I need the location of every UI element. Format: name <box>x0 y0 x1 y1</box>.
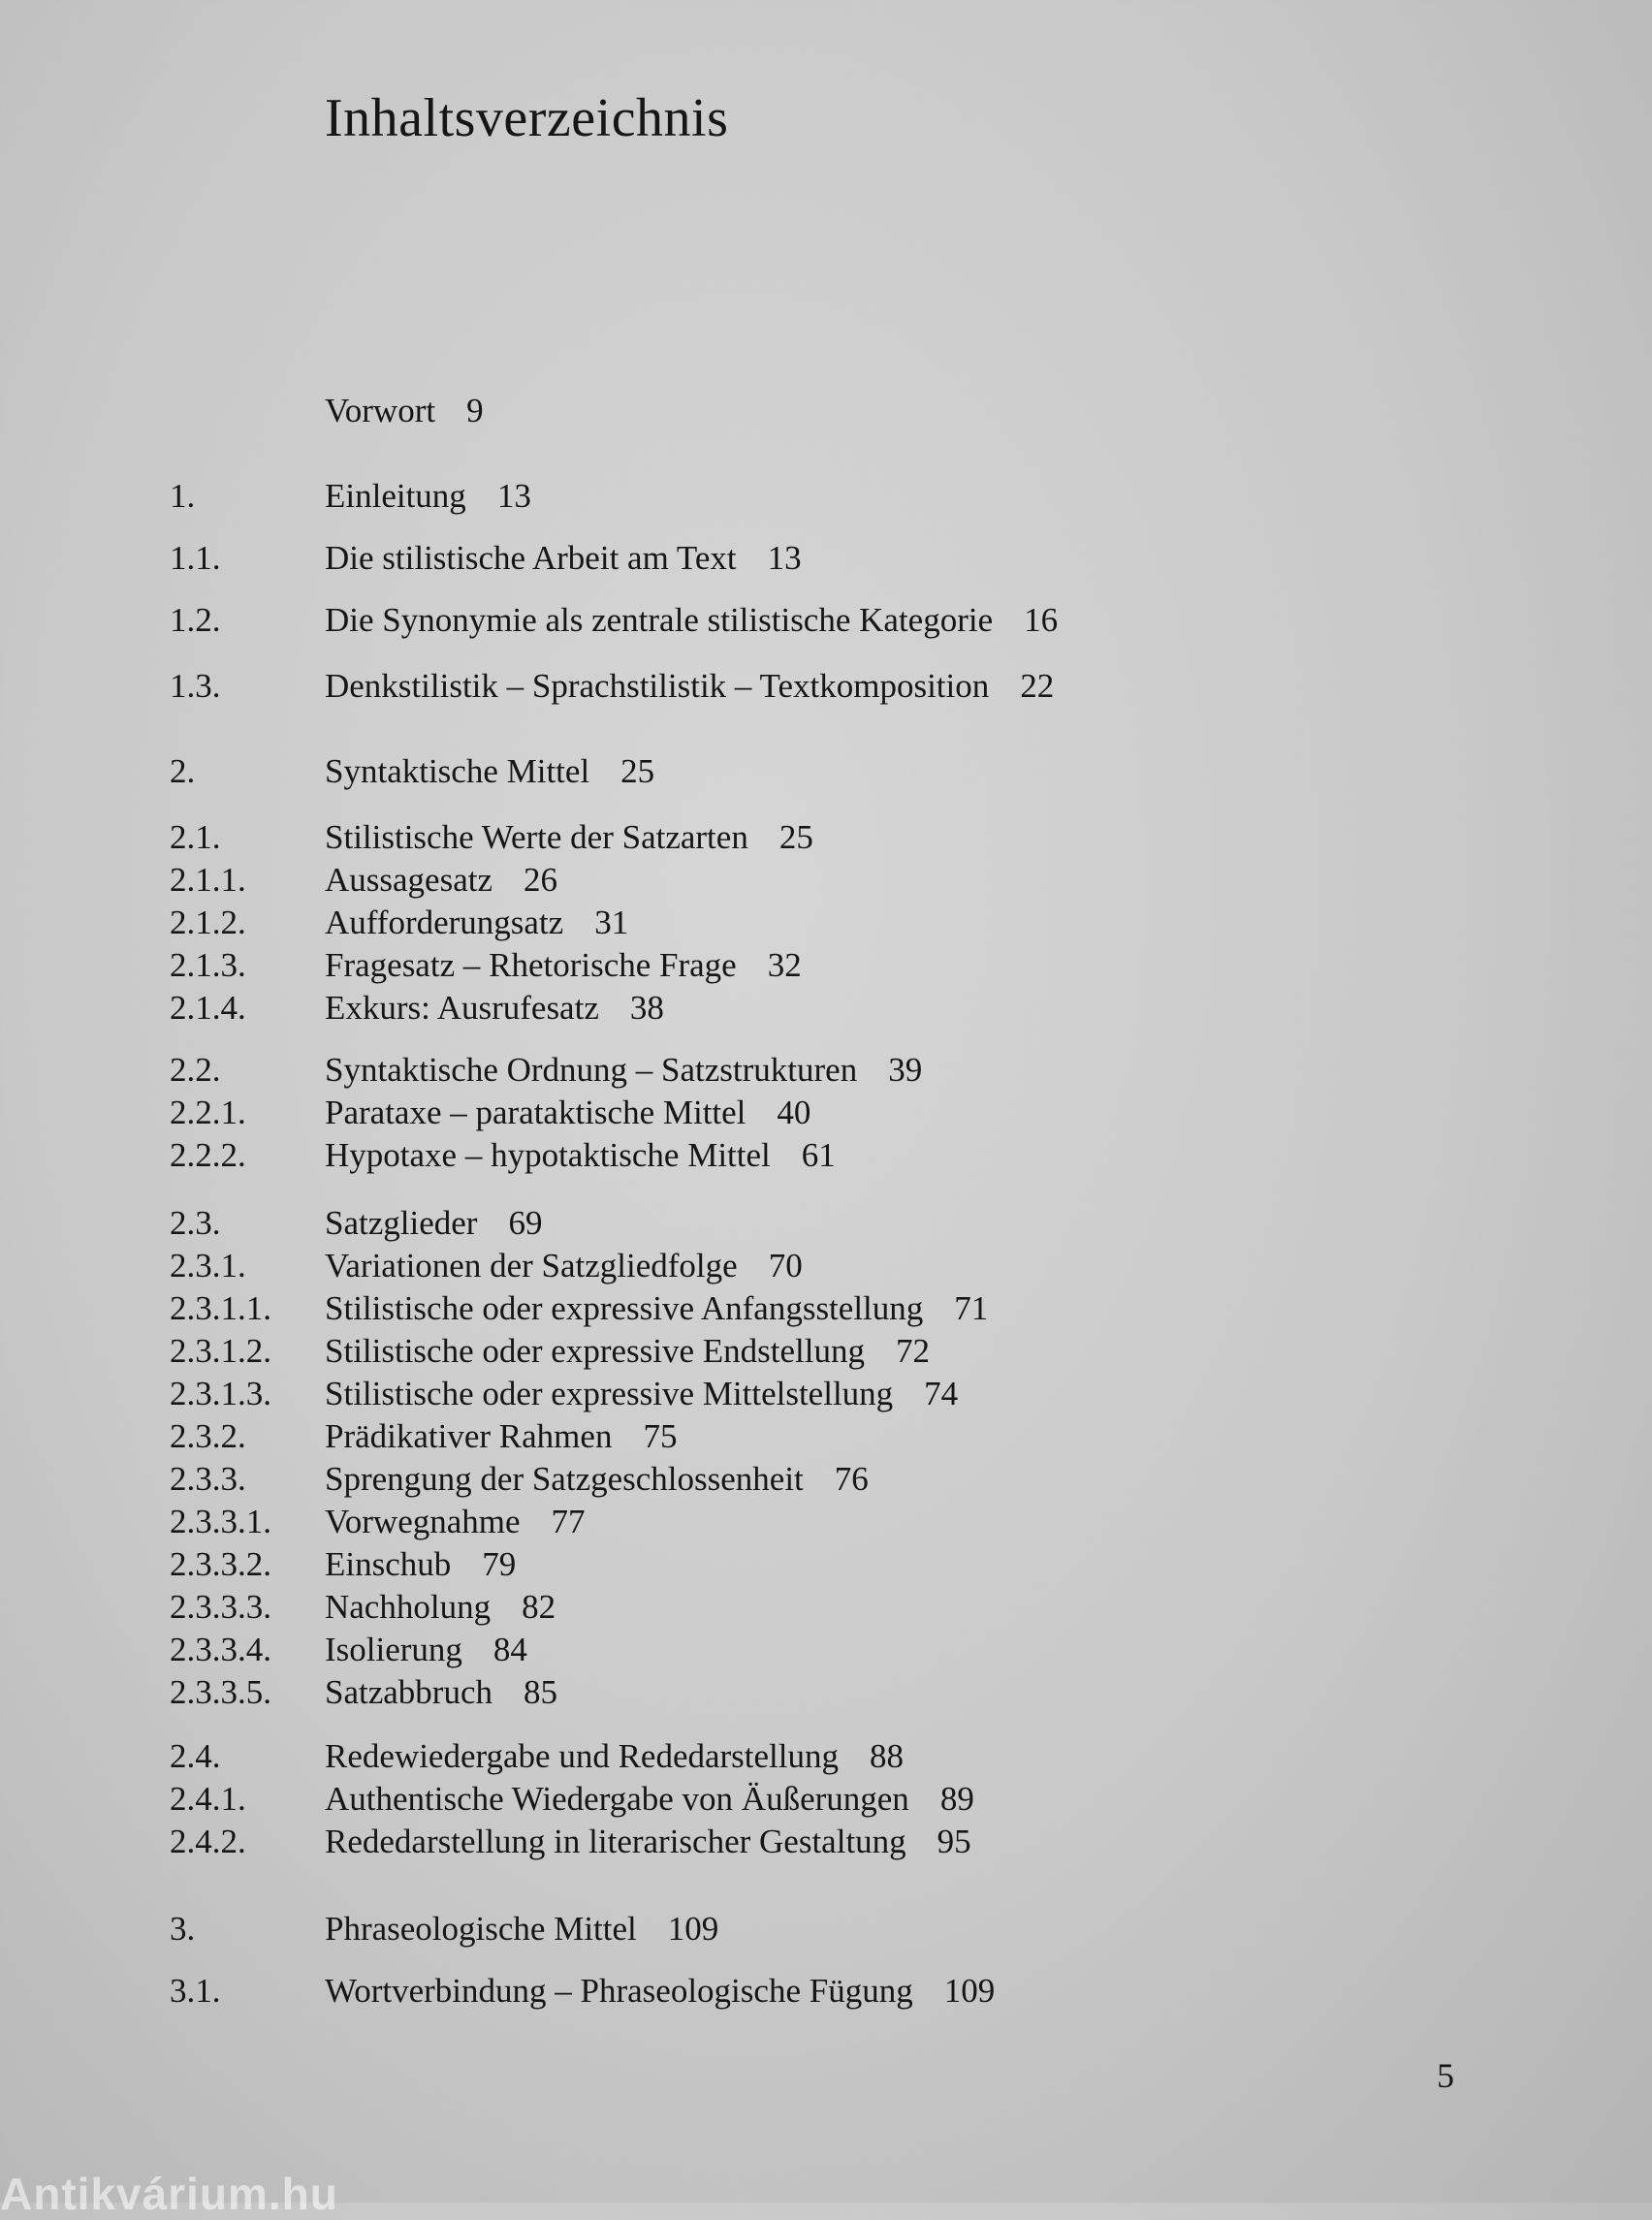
watermark: Antikvárium.hu <box>0 2169 338 2219</box>
toc-entry-number: 2.3.3.2. <box>170 1545 271 1583</box>
toc-entry-page: 38 <box>629 989 664 1027</box>
toc-entry-number: 2.3.1.3. <box>170 1375 271 1412</box>
toc-entry-title: Satzabbruch <box>325 1673 492 1711</box>
toc-entry-page: 39 <box>888 1051 923 1089</box>
toc-entry-page: 32 <box>767 946 802 984</box>
toc-entry-number: 2. <box>170 752 196 790</box>
toc-entry-page: 74 <box>924 1375 959 1412</box>
toc-entry-number: 2.3.3.5. <box>170 1673 271 1711</box>
toc-entry-title: Variationen der Satzgliedfolge <box>325 1247 738 1284</box>
toc-entry-page: 85 <box>523 1673 557 1711</box>
toc-entry-title: Exkurs: Ausrufesatz <box>325 989 599 1027</box>
toc-entry-number: 2.4.2. <box>170 1823 246 1860</box>
toc-entry-title: Stilistische oder expressive Endstellung <box>325 1332 865 1370</box>
toc-entry-number: 3.1. <box>170 1972 221 2010</box>
page-title: Inhaltsverzeichnis <box>325 88 729 148</box>
toc-entry-number: 1.2. <box>170 601 221 639</box>
toc-entry-page: 25 <box>778 818 813 856</box>
toc-entry-title: Redewiedergabe und Rededarstellung <box>325 1737 840 1775</box>
toc-entry-page: 77 <box>551 1503 586 1540</box>
toc-entry-title: Satzglieder <box>325 1204 478 1242</box>
page-number: 5 <box>1437 2056 1454 2095</box>
toc-entry-title: Phraseologische Mittel <box>325 1910 637 1948</box>
toc-entry-title: Prädikativer Rahmen <box>325 1417 613 1455</box>
toc-entry-title: Denkstilistik – Sprachstilistik – Textkomposition <box>325 667 990 705</box>
toc-entry-page: 13 <box>496 477 531 515</box>
toc-entry-page: 84 <box>492 1631 527 1668</box>
toc-entry-title: Vorwort <box>325 392 436 429</box>
toc-entry-number: 2.2.1. <box>170 1094 246 1131</box>
toc-entry-page: 72 <box>896 1332 930 1370</box>
toc-entry-number: 2.3.3.1. <box>170 1503 271 1540</box>
toc-entry-page: 25 <box>620 752 655 790</box>
toc-entry-page: 9 <box>466 392 484 429</box>
toc-entry-page: 26 <box>524 861 558 899</box>
toc-entry-number: 2.1. <box>170 818 221 856</box>
toc-entry-number: 1. <box>170 477 196 515</box>
toc-entry-title: Einleitung <box>325 477 466 515</box>
toc-entry-page: 13 <box>767 539 802 577</box>
toc-entry-title: Sprengung der Satzgeschlossenheit <box>325 1460 804 1498</box>
toc-entry-title: Wortverbindung – Phraseologische Fügung <box>325 1972 913 2010</box>
toc-entry-page: 76 <box>834 1460 869 1498</box>
toc-entry-title: Aufforderungsatz <box>325 904 564 941</box>
toc-entry-title: Die stilistische Arbeit am Text <box>325 539 737 577</box>
toc-entry-title: Stilistische oder expressive Mittelstellung <box>325 1375 894 1412</box>
toc-entry-title: Fragesatz – Rhetorische Frage <box>325 946 737 984</box>
toc-entry-number: 1.3. <box>170 667 221 705</box>
toc-entry-title: Stilistische Werte der Satzarten <box>325 818 748 856</box>
toc-entry-page: 109 <box>943 1972 996 2010</box>
toc-entry-title: Syntaktische Mittel <box>325 752 590 790</box>
toc-entry-number: 2.2. <box>170 1051 221 1089</box>
toc-entry-page: 69 <box>508 1204 543 1242</box>
toc-entry-title: Einschub <box>325 1545 452 1583</box>
toc-entry-page: 95 <box>937 1823 971 1860</box>
toc-entry-page: 75 <box>643 1417 678 1455</box>
toc-entry-page: 31 <box>594 904 629 941</box>
toc-entry-title: Isolierung <box>325 1631 462 1668</box>
toc-entry-title: Vorwegnahme <box>325 1503 521 1540</box>
toc-entry-number: 2.4. <box>170 1737 221 1775</box>
toc-entry-number: 2.1.4. <box>170 989 246 1027</box>
toc-entry-number: 2.2.2. <box>170 1136 246 1174</box>
toc-entry-title: Stilistische oder expressive Anfangsstellung <box>325 1289 924 1327</box>
toc-entry-number: 2.1.1. <box>170 861 246 899</box>
toc-entry-page: 88 <box>870 1737 905 1775</box>
toc-entry-page: 70 <box>768 1247 803 1284</box>
toc-entry-page: 82 <box>522 1588 556 1626</box>
toc-entry-number: 2.3.3.4. <box>170 1631 271 1668</box>
toc-entry-title: Syntaktische Ordnung – Satzstrukturen <box>325 1051 858 1089</box>
toc-entry-page: 71 <box>954 1289 989 1327</box>
toc-entry-number: 2.3.3.3. <box>170 1588 271 1626</box>
toc-entry-number: 1.1. <box>170 539 221 577</box>
toc-entry-title: Nachholung <box>325 1588 492 1626</box>
toc-entry-number: 2.3.1.2. <box>170 1332 271 1370</box>
toc-entry-title: Rededarstellung in literarischer Gestaltung <box>325 1823 906 1860</box>
toc-entry-number: 2.1.2. <box>170 904 246 941</box>
toc-entry-title: Die Synonymie als zentrale stilistische Kategorie <box>325 601 994 639</box>
toc-entry-page: 79 <box>482 1545 517 1583</box>
toc-entry-number: 2.1.3. <box>170 946 246 984</box>
toc-entry-page: 16 <box>1024 601 1059 639</box>
toc-entry-number: 2.3.1.1. <box>170 1289 271 1327</box>
toc-entry-number: 3. <box>170 1910 196 1948</box>
toc-entry-page: 22 <box>1020 667 1055 705</box>
toc-entry-page: 40 <box>777 1094 811 1131</box>
toc-entry-number: 2.3.2. <box>170 1417 246 1455</box>
toc-entry-title: Aussagesatz <box>325 861 493 899</box>
toc-entry-title: Parataxe – parataktische Mittel <box>325 1094 747 1131</box>
toc-entry-page: 61 <box>801 1136 836 1174</box>
toc-entry-title: Authentische Wiedergabe von Äußerungen <box>325 1780 909 1818</box>
toc-entry-number: 2.3.3. <box>170 1460 246 1498</box>
toc-entry-page: 89 <box>939 1780 974 1818</box>
toc-entry-title: Hypotaxe – hypotaktische Mittel <box>325 1136 771 1174</box>
toc-entry-number: 2.3.1. <box>170 1247 246 1284</box>
toc-entry-number: 2.3. <box>170 1204 221 1242</box>
toc-entry-page: 109 <box>667 1910 719 1948</box>
toc-entry-number: 2.4.1. <box>170 1780 246 1818</box>
